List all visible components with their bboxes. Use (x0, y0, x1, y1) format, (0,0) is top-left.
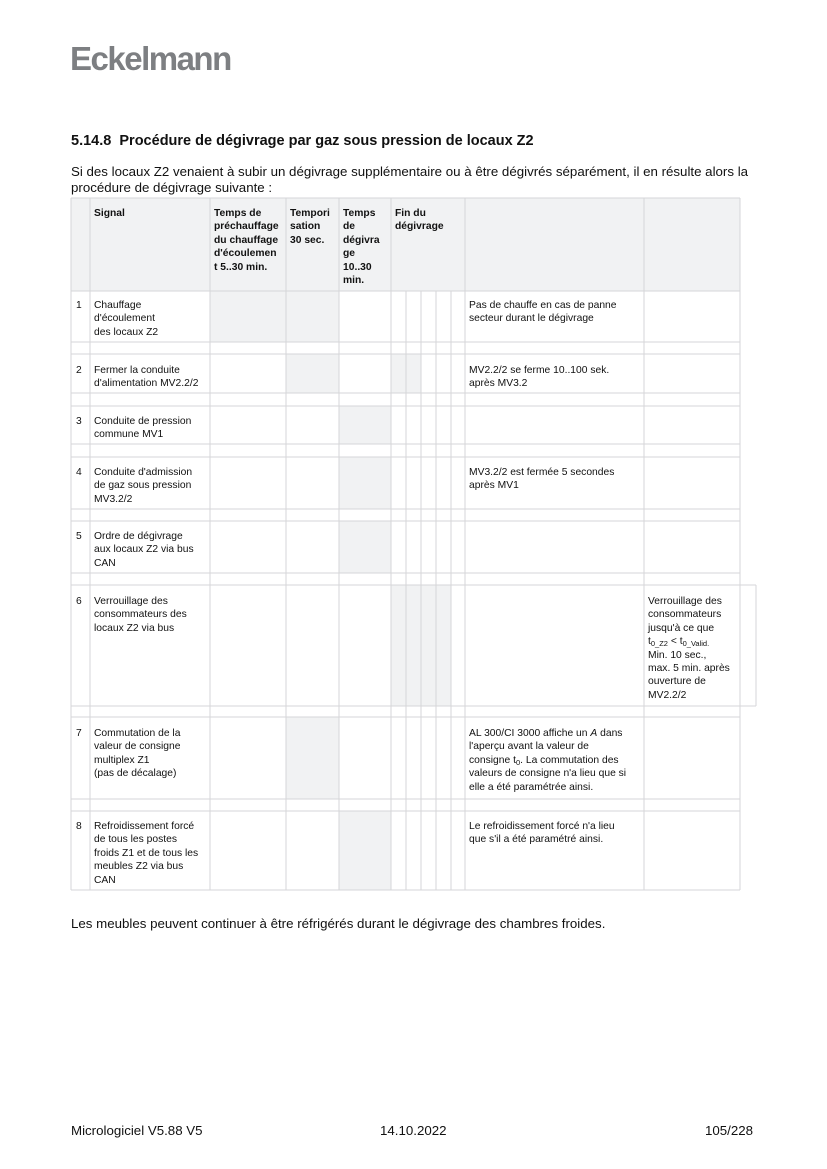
header-defrost-time: Temps de dégivra ge 10..30 min. (343, 208, 380, 287)
t-z2: $t_{0\_Z2}$ (648, 636, 668, 649)
row-7-note: AL 300/CI 3000 affiche un A dans l'aperçu avant la valeur de consigne $t_0$. La commutation des valeurs de consigne n'a lieu que si elle a été paramétrée ainsi. (469, 728, 627, 793)
section-number: 5.14.8 (71, 133, 112, 149)
row-1-signal: Chauffage d'écoulement des locaux Z2 (94, 300, 159, 338)
timing-bar (286, 354, 339, 393)
header-timer: Tempori sation 30 sec. (290, 208, 330, 246)
row-4-signal: Conduite d'admission de gaz sous pression MV3.2/2 (94, 467, 193, 505)
row-2-signal: Fermer la conduite d'alimentation MV2.2/2 (94, 365, 199, 390)
row-6-lock-note: Verrouillage des consommateurs jusqu'à ce que $t_{0\_Z2} < t_{0\_Valid.}$ Min. 10 sec., max. 5 min. après ouverture de MV2.2/2 (648, 596, 730, 701)
row-6-signal: Verrouillage des consommateurs des locaux Z2 via bus (94, 596, 187, 634)
timing-bar (339, 521, 391, 573)
footer-date: 14.10.2022 (380, 1123, 447, 1138)
row-7-number: 7 (76, 728, 82, 739)
header-end-defrost: Fin du dégivrage (395, 208, 444, 233)
timing-bar (339, 811, 391, 890)
row-4-note: MV3.2/2 est fermée 5 secondes après MV1 (469, 467, 615, 492)
row-8-note: Le refroidissement forcé n'a lieu que s'il a été paramétré ainsi. (469, 821, 615, 846)
row-6-lock-note-head: Verrouillage des consommateurs jusqu'à ce que (648, 596, 722, 634)
header-signal: Signal (94, 208, 125, 219)
row-6-lock-note-rest: Min. 10 sec., max. 5 min. après ouverture de MV2.2/2 (648, 649, 730, 701)
closing-paragraph: Les meubles peuvent continuer à être réfrigérés durant le dégivrage des chambres froides. (71, 916, 606, 931)
timing-bar (339, 457, 391, 509)
timing-bar (286, 717, 339, 799)
row-3-signal: Conduite de pression commune MV1 (94, 416, 192, 441)
t-valid: $t_{0\_Valid.}$ (679, 636, 710, 649)
row-6-number: 6 (76, 596, 82, 607)
eckelmann-logo: Eckelmann (70, 40, 231, 77)
footer-software-version: Micrologiciel V5.88 V5 (71, 1123, 203, 1138)
row-2-number: 2 (76, 365, 82, 376)
intro-paragraph: Si des locaux Z2 venaient à subir un dégivrage supplémentaire ou à être dégivrés séparément, il en résulte alors la procédure de dégivrage suivante : (71, 164, 749, 195)
timing-bar (210, 291, 339, 342)
footer-page-number: 105/228 (705, 1123, 754, 1138)
header-preheat: Temps de préchauffage du chauffage d'écoulemen t 5..30 min. (214, 208, 279, 273)
row-4-number: 4 (76, 467, 82, 478)
row-1-number: 1 (76, 300, 82, 311)
row-7-signal: Commutation de la valeur de consigne multiplex Z1 (pas de décalage) (94, 728, 181, 780)
row-2-note: MV2.2/2 se ferme 10..100 sek. après MV3.2 (469, 365, 610, 390)
section-title: Procédure de dégivrage par gaz sous pression de locaux Z2 (119, 133, 534, 149)
timing-bar (339, 406, 391, 444)
row-5-signal: Ordre de dégivrage aux locaux Z2 via bus CAN (94, 531, 194, 569)
row-8-number: 8 (76, 821, 82, 832)
row-1-note: Pas de chauffe en cas de panne secteur durant le dégivrage (469, 300, 617, 325)
row-3-number: 3 (76, 416, 82, 427)
row-8-signal: Refroidissement forcé de tous les postes froids Z1 et de tous les meubles Z2 via bus CAN (94, 821, 199, 886)
row-5-number: 5 (76, 531, 82, 542)
